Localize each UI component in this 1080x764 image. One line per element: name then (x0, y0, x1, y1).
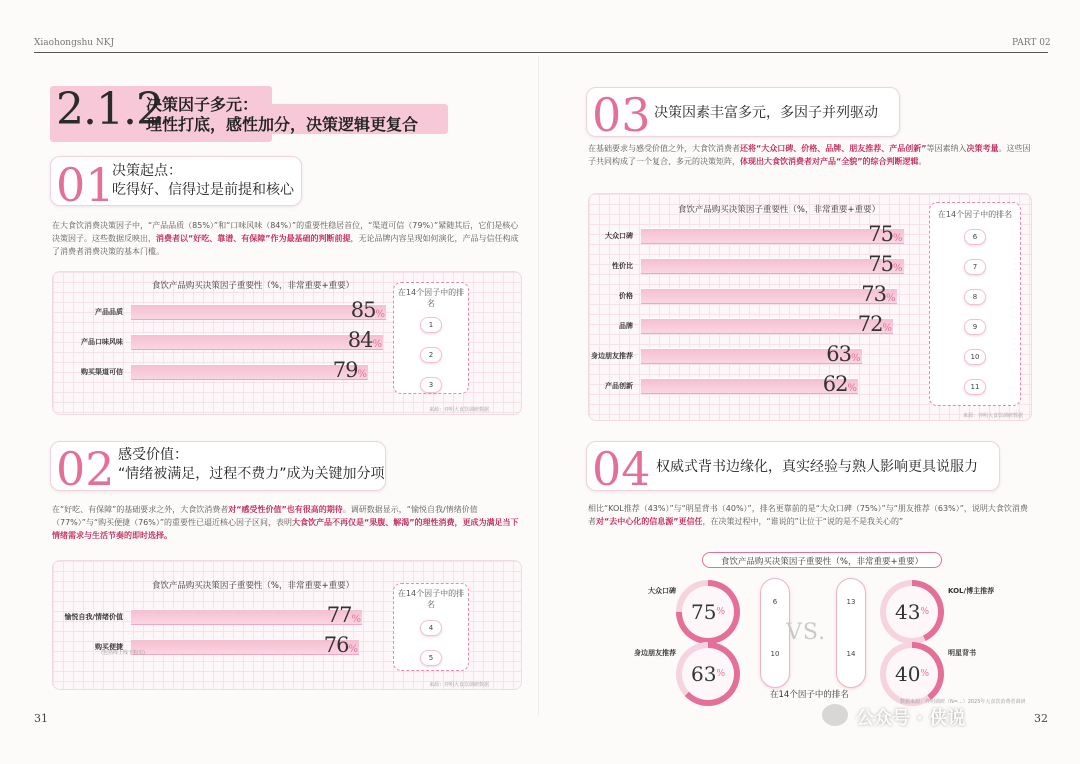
percent-sign: % (892, 233, 902, 244)
percent-sign: % (357, 369, 366, 380)
rank-circle: 7 (964, 259, 986, 275)
data-label (846, 252, 902, 276)
watermark-text: 公众号 · 侠说 (856, 708, 966, 729)
category-label: 大众口碑 (605, 232, 633, 240)
rank-panel-head: 在14个因子中的排名 (397, 288, 465, 308)
chart-title: 食饮产品购买决策因子重要性（%，非常重要+重要） (151, 581, 355, 591)
running-head-left: Xiaohongshu NKJ (34, 38, 115, 48)
chart-02 (52, 560, 522, 690)
para-bold: 还将“大众口碑、价格、品牌、朋友推荐、产品创新” (740, 144, 927, 153)
donut-value (886, 586, 938, 638)
para-text: 在大食饮消费决策因子中，“产品品质（85%）”和“口味风味（84%）”的重要性稳居首位，“渠道可信（79%）”紧随其后，它们是核心决策因子。这些数据反映出， (52, 221, 519, 244)
section-03-paragraph (588, 142, 1032, 168)
wechat-icon (822, 704, 848, 726)
data-value: 85 (350, 298, 376, 322)
para-text: 。 (918, 157, 927, 167)
rank-number: 6 (772, 598, 778, 606)
para-text: 在基础要求与感受价值之外，大食饮消费者 (588, 144, 740, 153)
section-02-head2: “情绪被满足，过程不费力”成为关键加分项 (118, 466, 385, 482)
rank-circle: 2 (420, 347, 442, 363)
chart-03 (588, 193, 1032, 421)
section-04-number: 04 (592, 442, 651, 496)
data-value: 73 (861, 282, 886, 306)
percent-sign: % (920, 607, 929, 617)
data-label (800, 372, 856, 396)
data-value: 75 (690, 600, 717, 624)
donut-value (682, 586, 734, 638)
donut (880, 642, 944, 706)
para-text: 等因素纳入 (926, 144, 967, 153)
category-label: 愉悦自我/情绪价值 (64, 613, 123, 621)
donut-label: 明星背书 (948, 649, 976, 657)
data-value: 75 (868, 252, 893, 276)
percent-sign: % (348, 644, 357, 655)
rank-panel-head: 在14个因子中的排名 (937, 210, 1013, 219)
para-bold: 决策考量 (966, 144, 999, 153)
rank-circle: 1 (420, 317, 442, 333)
data-value: 72 (857, 312, 883, 336)
chart-source: 来源：弈明大食饮调研数据 (963, 413, 1024, 419)
data-value: 77 (326, 603, 352, 627)
rank-circle: 10 (964, 349, 986, 365)
rank-circle: 4 (420, 620, 442, 636)
rank-number: 14 (846, 650, 856, 658)
category-label: 品牌 (619, 322, 633, 330)
donut (676, 642, 740, 706)
data-value: 62 (822, 372, 848, 396)
section-01-paragraph (52, 219, 522, 259)
data-value: 63 (690, 662, 717, 686)
category-label: 身边朋友推荐 (591, 352, 633, 360)
section-02-number: 02 (56, 442, 115, 496)
running-head-right: PART 02 (1012, 38, 1051, 48)
data-value: 79 (332, 358, 358, 382)
category-label: 性价比 (612, 262, 633, 270)
percent-sign: % (882, 323, 891, 334)
percent-sign: % (850, 353, 860, 364)
para-text: 。这些因子共同构成了一个复合、多元的决策矩阵， (588, 144, 1031, 167)
data-value: 43 (894, 600, 921, 624)
para-bold: 消费者以“好吃、靠谱、有保障”作为最基础的判断前提 (156, 234, 351, 244)
section-02-head1: 感受价值： (118, 447, 188, 463)
section-03-head: 决策因素丰富多元，多因子并列驱动 (654, 105, 878, 121)
data-value: 40 (894, 662, 921, 686)
page-number-left: 31 (34, 712, 48, 725)
section-number-title: 2.1.2 (56, 84, 163, 135)
rank-panel-head: 在14个因子中的排名 (397, 589, 465, 609)
data-value: 75 (868, 222, 893, 246)
rank-number: 13 (846, 598, 856, 606)
page-title: 决策因子多元： (146, 95, 259, 114)
category-label: 购买便捷 (95, 643, 123, 651)
rank-panel (393, 282, 469, 394)
data-label (325, 328, 381, 352)
percent-sign: % (716, 669, 725, 679)
category-label: 价格 (619, 292, 633, 300)
para-text: ，无论品牌内容呈现如何演化，产品与信任构成了消费者消费决策的基本门槛。 (52, 234, 519, 257)
percent-sign: % (847, 383, 856, 394)
percent-sign: % (375, 309, 384, 320)
para-bold: 对“感受性价值”也有很高的期待 (228, 505, 343, 514)
chart-source: 数据来源：弈明调研（N=...）2025年大食饮消费者调研 (900, 699, 1026, 705)
donut-label: KOL/博主推荐 (948, 587, 995, 595)
header-rule (34, 52, 1048, 53)
data-value: 84 (347, 328, 373, 352)
page-subtitle: 理性打底，感性加分，决策逻辑更复合 (146, 115, 419, 134)
para-bold: 对“去中心化的信息源”更信任 (596, 517, 703, 527)
data-value: 76 (323, 633, 349, 657)
data-label (839, 282, 895, 306)
chart-title: 食饮产品购买决策因子重要性（%，非常重要+重要） (720, 557, 924, 567)
para-text: 相比“KOL推荐（43%）”与“明星背书（40%）”，排名更靠前的是“大众口碑（75%）”与“朋友推荐（63%）”，说明大食饮消费者 (588, 504, 1028, 527)
percent-sign: % (351, 614, 360, 625)
section-04-head: 权威式背书边缘化，真实经验与熟人影响更具说服力 (656, 459, 978, 475)
rank-circle: 3 (420, 377, 442, 393)
donut-label: 身边朋友推荐 (634, 649, 676, 657)
percent-sign: % (716, 607, 725, 617)
rank-caption: 在14个因子中的排名 (770, 690, 849, 700)
data-label (328, 298, 384, 322)
chart-source: 来源：弈明大食饮调研数据 (429, 407, 490, 413)
para-bold: 体现出大食饮消费者对产品“全貌”的综合判断逻辑 (740, 157, 919, 167)
category-label: 产品创新 (605, 382, 633, 390)
rank-circle: 5 (420, 650, 442, 666)
data-label (846, 222, 902, 246)
data-label (835, 312, 891, 336)
category-label: 产品品质 (95, 308, 123, 316)
rank-pill (836, 578, 866, 688)
donut (676, 580, 740, 644)
chart-01 (52, 271, 522, 415)
donut-label: 大众口碑 (648, 587, 676, 595)
data-label (804, 342, 860, 366)
category-note: (包括线上线下购买) (101, 650, 145, 656)
donut-value (886, 648, 938, 700)
vs-label: VS. (786, 620, 827, 645)
section-04-paragraph (588, 502, 1032, 528)
para-text: ，在决策过程中，“谁说的”让位于“说的是不是我关心的” (702, 517, 904, 527)
data-label (310, 358, 366, 382)
percent-sign: % (892, 263, 902, 274)
page-gutter (538, 56, 539, 716)
donut (880, 580, 944, 644)
section-01-number: 01 (56, 158, 115, 212)
para-text: 在“好吃、有保障”的基础要求之外，大食饮消费者 (52, 505, 229, 514)
data-value: 63 (826, 342, 851, 366)
rank-circle: 8 (964, 289, 986, 305)
section-02-paragraph (52, 503, 522, 543)
rank-number: 10 (770, 650, 780, 658)
donut-value (682, 648, 734, 700)
category-label: 产品口味风味 (81, 338, 123, 346)
section-01-head1: 决策起点： (112, 163, 182, 179)
percent-sign: % (920, 669, 929, 679)
percent-sign: % (372, 339, 381, 350)
chart-title: 食饮产品购买决策因子重要性（%，非常重要+重要） (677, 205, 881, 215)
percent-sign: % (885, 293, 895, 304)
category-label: 购买渠道可信 (81, 368, 123, 376)
section-03-number: 03 (592, 88, 651, 142)
chart-title: 食饮产品购买决策因子重要性（%，非常重要+重要） (151, 281, 355, 291)
para-text: 。调研数据显示，“愉悦自我/情绪价值（77%）”与“购买便捷（76%）”的重要性已逼近核心因子区间，表明 (52, 505, 478, 528)
page-number-right: 32 (1034, 712, 1048, 725)
rank-circle: 6 (964, 229, 986, 245)
para-bold: 大食饮产品不再仅是“果腹、解渴”的理性消费，更成为满足当下情绪需求与生活节奏的即时选择。 (52, 518, 519, 541)
data-label (304, 603, 360, 627)
section-01-head2: 吃得好、信得过是前提和核心 (112, 182, 294, 198)
rank-circle: 9 (964, 319, 986, 335)
data-label (301, 633, 357, 657)
rank-panel (929, 202, 1021, 406)
rank-circle: 11 (964, 379, 986, 395)
rank-panel (393, 583, 469, 671)
chart-source: 来源：弈明大食饮调研数据 (429, 682, 490, 688)
